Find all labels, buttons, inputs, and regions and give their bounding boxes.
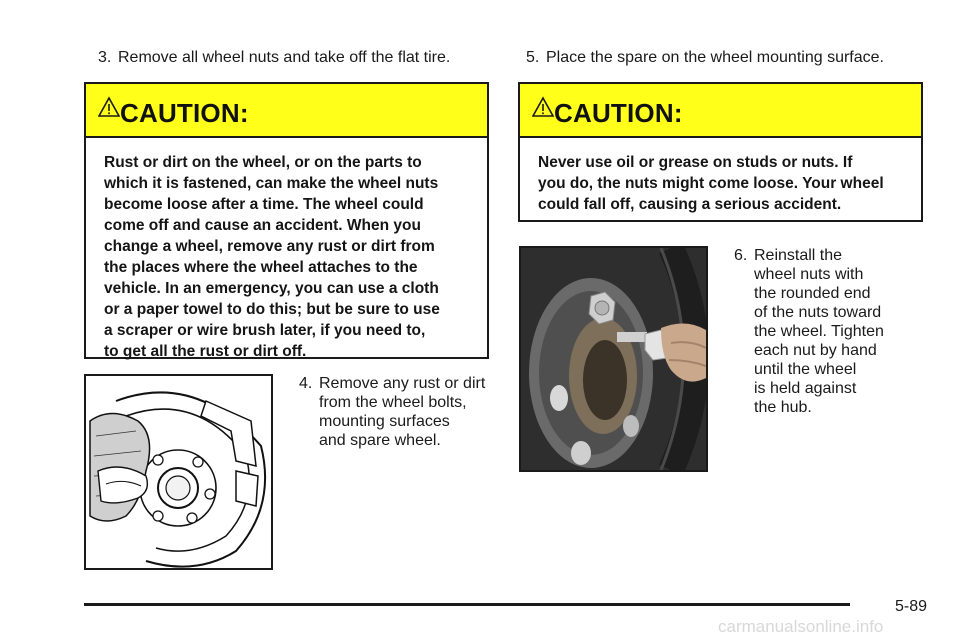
photo-wheel-nut-install [519, 246, 708, 472]
page-number: 5-89 [895, 598, 928, 615]
caution-box-oil [518, 82, 923, 222]
warning-triangle-icon [98, 96, 120, 118]
footer-rule [84, 603, 850, 606]
caution-text: Rust or dirt on the wheel, or on the parts to which it is fastened, can make the wheel nuts become loose after a time. The wheel could come off and cause an accident. When you change a wheel, remove any rust or dirt from the places where the wheel attaches to the vehicle. In an emergency, you can use a cloth or a paper towel to do this; but be sure to use a scraper or wire brush later, if you need to, to get all the rust or dirt off. [104, 154, 440, 360]
step-5 [526, 48, 906, 68]
step-number: 3. [98, 49, 112, 66]
caution-header [86, 84, 487, 138]
caution-header [520, 84, 921, 138]
caution-title: CAUTION: [554, 98, 683, 128]
step-6 [734, 246, 924, 421]
step-number: 6. [734, 247, 748, 264]
step-text: Place the spare on the wheel mounting surface. [546, 49, 884, 66]
watermark: carmanualsonline.info [718, 617, 884, 636]
step-4 [299, 374, 489, 454]
step-number: 5. [526, 49, 540, 66]
step-text: Remove all wheel nuts and take off the flat tire. [118, 49, 451, 66]
wheel-nut-photo [521, 248, 706, 470]
illustration-cleaning-hub [84, 374, 273, 570]
step-number: 4. [299, 375, 313, 392]
warning-triangle-icon [532, 96, 554, 118]
caution-box-rust [84, 82, 489, 359]
caution-text: Never use oil or grease on studs or nuts. If you do, the nuts might come loose. Your wheel could fall off, causing a serious accident. [538, 154, 884, 213]
step-3 [98, 48, 478, 68]
step-text: Remove any rust or dirt from the wheel bolts, mounting surfaces and spare wheel. [319, 375, 486, 449]
caution-title: CAUTION: [120, 98, 249, 128]
hub-cleaning-drawing [86, 376, 271, 568]
step-text: Reinstall the wheel nuts with the rounded end of the nuts toward the wheel. Tighten each nut by hand until the wheel is held against the hub. [754, 247, 884, 416]
